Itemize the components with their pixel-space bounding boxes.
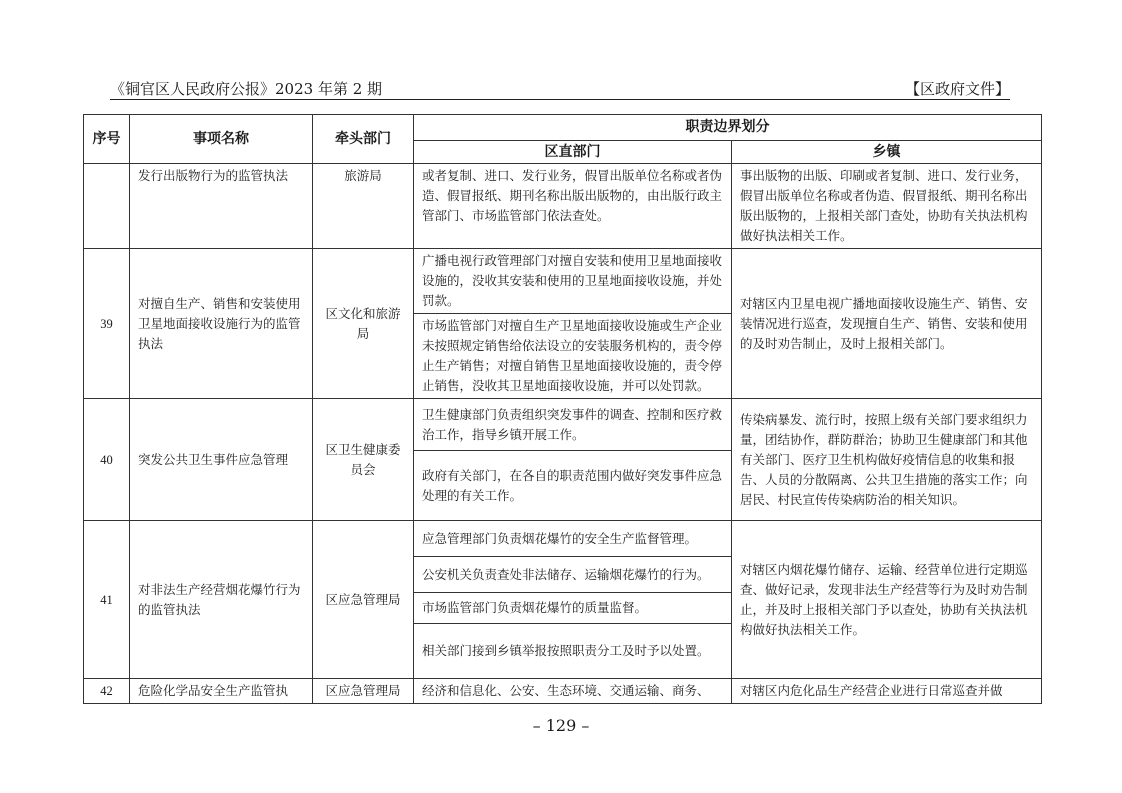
col-header-boundary: 职责边界划分 [414, 115, 1042, 141]
row-district-duty: 公安机关负责查处非法储存、运输烟花爆竹的行为。 [414, 557, 732, 593]
row-district-duty: 广播电视行政管理部门对擅自安装和使用卫星地面接收设施的，没收其安装和使用的卫星地面接收设施，并处罚款。 [414, 249, 732, 314]
col-header-item: 事项名称 [130, 115, 313, 164]
row-town-duty: 对辖区内卫星电视广播地面接收设施生产、销售、安装情况进行巡查，发现擅自生产、销售、安装和使用的及时劝告制止，及时上报相关部门。 [732, 249, 1042, 399]
row-item: 危险化学品安全生产监管执 [130, 679, 313, 704]
row-lead: 区应急管理局 [313, 679, 414, 704]
row-town-duty: 对辖区内危化品生产经营企业进行日常巡查并做 [732, 679, 1042, 704]
row-item: 发行出版物行为的监管执法 [130, 164, 313, 249]
running-header-section: 【区政府文件】 [904, 80, 1010, 98]
row-seq [84, 164, 130, 249]
col-header-town: 乡镇 [732, 141, 1042, 164]
header-row [84, 115, 1042, 141]
header-rule [110, 99, 1010, 100]
row-district-duty: 市场监管部门对擅自生产卫星地面接收设施或生产企业未按照规定销售给依法设立的安装服务机构的，责令停止生产销售；对擅自销售卫星地面接收设施的，责令停止销售，没收其卫星地面接收设施，并可以处罚款。 [414, 314, 732, 399]
row-seq: 39 [84, 249, 130, 399]
row-seq: 42 [84, 679, 130, 704]
row-district-duty: 或者复制、进口、发行业务，假冒出版单位名称或者伪造、假冒报纸、期刊名称出版出版物的，由出版行政主管部门、市场监管部门依法查处。 [414, 164, 732, 249]
row-town-duty: 事出版物的出版、印刷或者复制、进口、发行业务，假冒出版单位名称或者伪造、假冒报纸、期刊名称出版出版物的，上报相关部门查处，协助有关执法机构做好执法相关工作。 [732, 164, 1042, 249]
row-district-duty: 卫生健康部门负责组织突发事件的调查、控制和医疗救治工作，指导乡镇开展工作。 [414, 399, 732, 451]
table-row [84, 164, 1042, 249]
row-lead: 区文化和旅游局 [313, 249, 414, 399]
table-row [84, 679, 1042, 704]
table-row [84, 249, 1042, 314]
row-town-duty: 对辖区内烟花爆竹储存、运输、经营单位进行定期巡查、做好记录，发现非法生产经营等行为及时劝告制止，并及时上报相关部门予以查处，协助有关执法机构做好执法相关工作。 [732, 521, 1042, 679]
row-seq: 41 [84, 521, 130, 679]
table-row [84, 521, 1042, 557]
row-lead: 区卫生健康委员会 [313, 399, 414, 521]
running-header-title: 《铜官区人民政府公报》2023 年第 2 期 [110, 80, 383, 98]
row-lead: 旅游局 [313, 164, 414, 249]
responsibility-table [83, 114, 1042, 704]
row-item: 对非法生产经营烟花爆竹行为的监管执法 [130, 521, 313, 679]
row-district-duty: 政府有关部门，在各自的职责范围内做好突发事件应急处理的有关工作。 [414, 451, 732, 521]
page-number: – 129 – [532, 716, 590, 735]
row-district-duty: 市场监管部门负责烟花爆竹的质量监督。 [414, 593, 732, 624]
col-header-lead: 牵头部门 [313, 115, 414, 164]
row-seq: 40 [84, 399, 130, 521]
row-town-duty: 传染病暴发、流行时，按照上级有关部门要求组织力量，团结协作，群防群治；协助卫生健康部门和其他有关部门、医疗卫生机构做好疫情信息的收集和报告、人员的分散隔离、公共卫生措施的落实工作；向居民、村民宣传传染病防治的相关知识。 [732, 399, 1042, 521]
row-item: 对擅自生产、销售和安装使用卫星地面接收设施行为的监管执法 [130, 249, 313, 399]
row-district-duty: 应急管理部门负责烟花爆竹的安全生产监督管理。 [414, 521, 732, 557]
row-lead: 区应急管理局 [313, 521, 414, 679]
row-district-duty: 相关部门接到乡镇举报按照职责分工及时予以处置。 [414, 624, 732, 679]
row-item: 突发公共卫生事件应急管理 [130, 399, 313, 521]
table-row [84, 399, 1042, 451]
col-header-seq: 序号 [84, 115, 130, 164]
col-header-district: 区直部门 [414, 141, 732, 164]
row-district-duty: 经济和信息化、公安、生态环境、交通运输、商务、 [414, 679, 732, 704]
